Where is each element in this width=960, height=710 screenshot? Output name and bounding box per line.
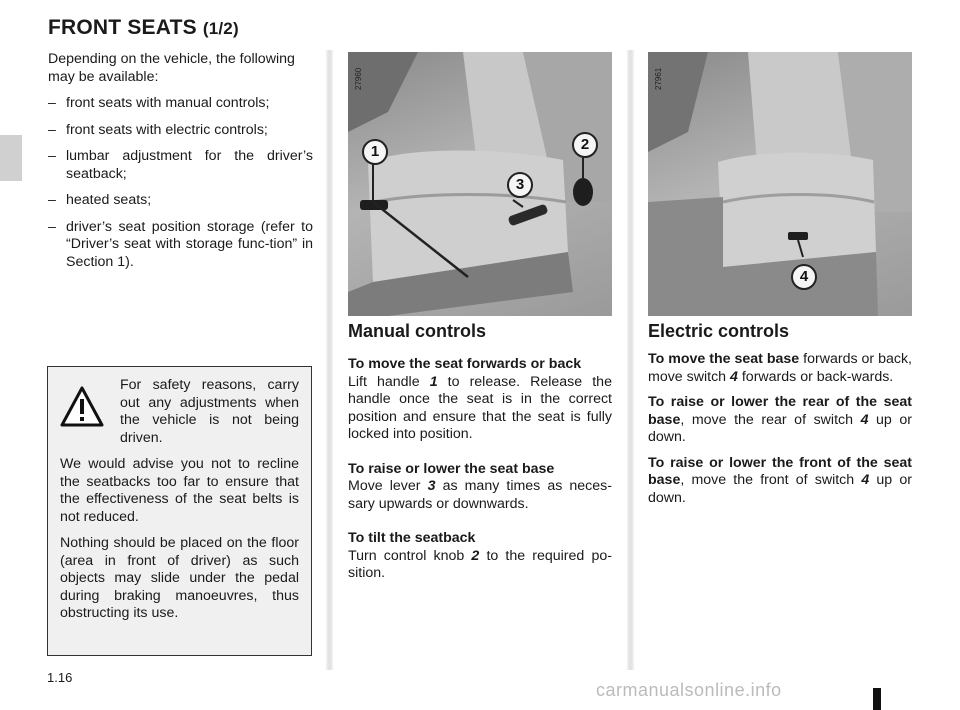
instruction-heading: To move the seat base <box>648 351 800 367</box>
feature-item: – lumbar adjustment for the driver’s seatback; <box>48 148 313 183</box>
photo-reference-code: 27960 <box>354 67 363 90</box>
electric-controls-body <box>648 351 912 515</box>
ref-number: 4 <box>730 368 738 385</box>
manual-controls-heading: Manual controls <box>348 321 487 341</box>
ref-number: 2 <box>471 547 480 564</box>
manual-seat-photo <box>348 52 612 316</box>
seat-illustration <box>348 52 612 316</box>
instruction-heading: To raise or lower the seat base <box>348 460 555 477</box>
warning-triangle-icon <box>60 385 104 429</box>
instruction-paragraph: To move the seat base forwards or back, move switch 4 forwards or back-wards. <box>648 351 912 385</box>
chapter-tab <box>0 135 22 181</box>
safety-warning-box <box>47 366 312 656</box>
ref-number: 1 <box>429 373 438 390</box>
instruction-paragraph: To raise or lower the rear of the seat base, move the rear of switch 4 up or down. <box>648 394 913 445</box>
feature-list <box>48 95 313 271</box>
callout-2: 2 <box>572 132 598 158</box>
intro-section <box>48 51 313 280</box>
corner-mark <box>873 688 881 710</box>
instruction-paragraph: To tilt the seatback Turn control knob 2 to the required po-sition. <box>348 530 612 581</box>
feature-item: – heated seats; <box>48 192 313 210</box>
ref-number: 4 <box>860 411 869 428</box>
page-part: (1/2) <box>202 19 239 38</box>
page-title: FRONT SEATS (1/2) <box>48 16 239 39</box>
ref-number: 4 <box>861 472 870 488</box>
instruction-heading: To raise or lower the rear of the seat base <box>648 394 912 428</box>
site-watermark: carmanualsonline.info <box>596 680 782 700</box>
column-divider <box>627 50 634 670</box>
callout-4: 4 <box>791 264 817 290</box>
warning-text: We would advise you not to recline the seatbacks too far to ensure that the effectiveness of the seat belts is not reduced. <box>60 456 299 525</box>
electric-controls-heading: Electric controls <box>648 321 790 341</box>
seat-illustration <box>648 52 912 316</box>
instruction-paragraph: To move the seat forwards or back Lift handle 1 to release. Release the handle once the seat is in the correct position and ensure that the seat is fully locked into position. <box>348 356 612 442</box>
electric-seat-photo <box>648 52 912 316</box>
warning-text: Nothing should be placed on the floor (area in front of driver) as such objects may slide under the pedal during braking manoeuvres, thus obstructing its use. <box>60 535 299 621</box>
photo-reference-code: 27961 <box>654 67 663 90</box>
intro-lead: Depending on the vehicle, the following may be available: <box>48 51 295 85</box>
instruction-paragraph: To raise or lower the seat base Move lever 3 as many times as neces-sary upwards or downwards. <box>348 460 612 512</box>
callout-3: 3 <box>507 172 533 198</box>
callout-1: 1 <box>362 139 388 165</box>
feature-item: – front seats with electric controls; <box>48 122 313 140</box>
page-number: 1.16 <box>47 670 73 685</box>
instruction-heading: To move the seat forwards or back <box>348 356 582 372</box>
instruction-heading: To raise or lower the front of the seat base <box>648 454 912 488</box>
manual-controls-body <box>348 356 612 600</box>
feature-item: – front seats with manual controls; <box>48 95 313 113</box>
instruction-paragraph: To raise or lower the front of the seat base, move the front of switch 4 up or down. <box>648 454 912 506</box>
warning-text: For safety reasons, carry out any adjustments when the vehicle is not being driven. <box>120 377 299 446</box>
instruction-heading: To tilt the seatback <box>348 530 476 546</box>
ref-number: 3 <box>427 478 436 494</box>
column-divider <box>326 50 333 670</box>
feature-item: – driver’s seat position storage (refer to “Driver’s seat with storage func-tion” in Section 1). <box>48 219 313 272</box>
